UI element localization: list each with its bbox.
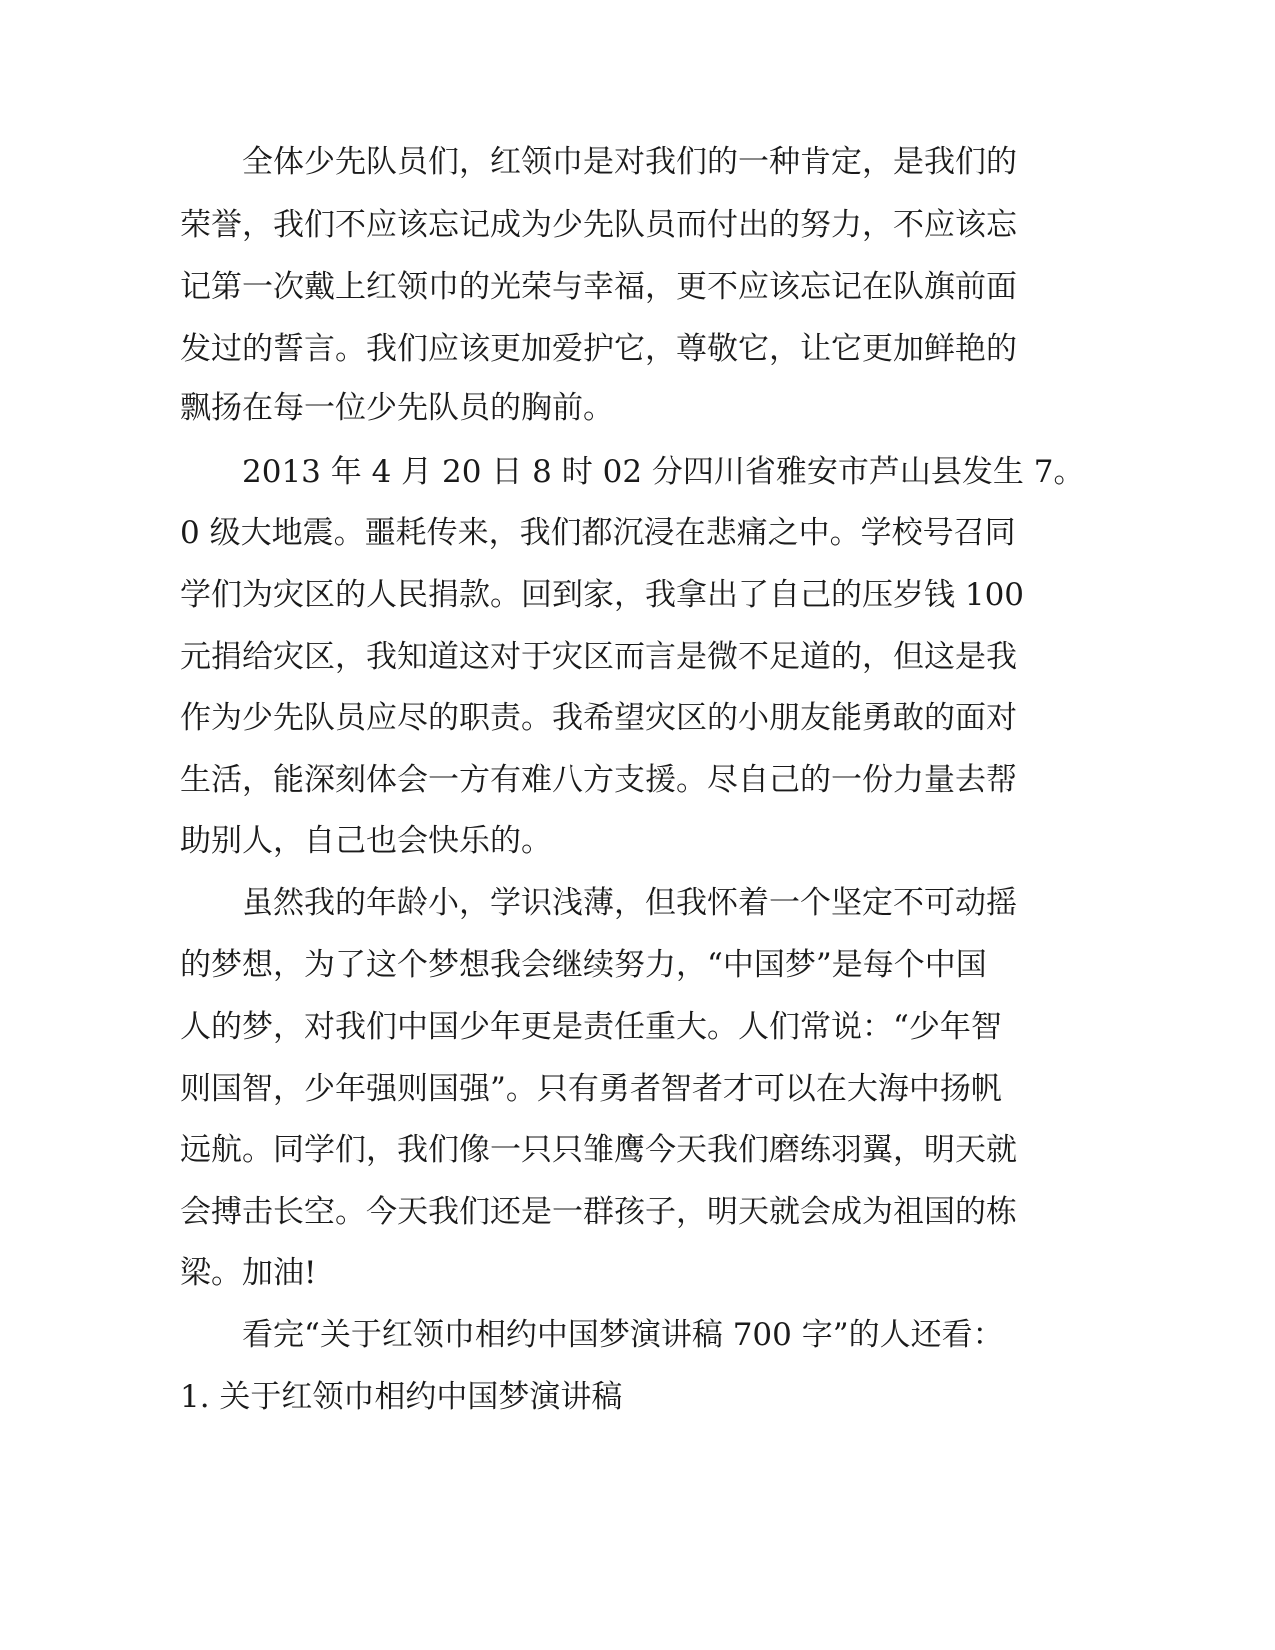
paragraph-1-line-1: 全体少先队员们，红领巾是对我们的一种肯定，是我们的 — [242, 144, 1017, 180]
paragraph-3-line-3: 人的梦，对我们中国少年更是责任重大。人们常说：“少年智 — [180, 1009, 1002, 1045]
paragraph-3-line-4: 则国智，少年强则国强”。只有勇者智者才可以在大海中扬帆 — [180, 1071, 1002, 1107]
paragraph-3-line-1: 虽然我的年龄小，学识浅薄，但我怀着一个坚定不可动摇 — [242, 885, 1017, 921]
paragraph-2-line-7: 助别人，自己也会快乐的。 — [180, 823, 552, 859]
paragraph-3-line-7: 梁。加油! — [180, 1255, 317, 1291]
paragraph-3-line-2: 的梦想，为了这个梦想我会继续努力，“中国梦”是每个中国 — [180, 947, 987, 983]
paragraph-2-line-2: 0 级大地震。噩耗传来，我们都沉浸在悲痛之中。学校号召同 — [180, 515, 1016, 551]
paragraph-1-line-2: 荣誉，我们不应该忘记成为少先队员而付出的努力，不应该忘 — [180, 207, 1017, 243]
paragraph-2-line-3: 学们为灾区的人民捐款。回到家，我拿出了自己的压岁钱 100 — [180, 577, 1025, 613]
paragraph-2-line-5: 作为少先队员应尽的职责。我希望灾区的小朋友能勇敢的面对 — [180, 700, 1017, 736]
related-reading-item-1[interactable]: 1. 关于红领巾相约中国梦演讲稿 — [180, 1379, 623, 1415]
paragraph-2-line-1: 2013 年 4 月 20 日 8 时 02 分四川省雅安市芦山县发生 7。 — [242, 454, 1085, 490]
paragraph-2-line-6: 生活，能深刻体会一方有难八方支援。尽自己的一份力量去帮 — [180, 762, 1017, 798]
paragraph-1-line-5: 飘扬在每一位少先队员的胸前。 — [180, 390, 614, 426]
paragraph-1-line-3: 记第一次戴上红领巾的光荣与幸福，更不应该忘记在队旗前面 — [180, 269, 1017, 305]
related-reading-heading: 看完“关于红领巾相约中国梦演讲稿 700 字”的人还看： — [242, 1317, 1004, 1353]
paragraph-1-line-4: 发过的誓言。我们应该更加爱护它，尊敬它，让它更加鲜艳的 — [180, 331, 1017, 367]
paragraph-3-line-6: 会搏击长空。今天我们还是一群孩子，明天就会成为祖国的栋 — [180, 1194, 1017, 1230]
paragraph-2-line-4: 元捐给灾区，我知道这对于灾区而言是微不足道的，但这是我 — [180, 639, 1017, 675]
paragraph-3-line-5: 远航。同学们，我们像一只只雏鹰今天我们磨练羽翼，明天就 — [180, 1132, 1017, 1168]
